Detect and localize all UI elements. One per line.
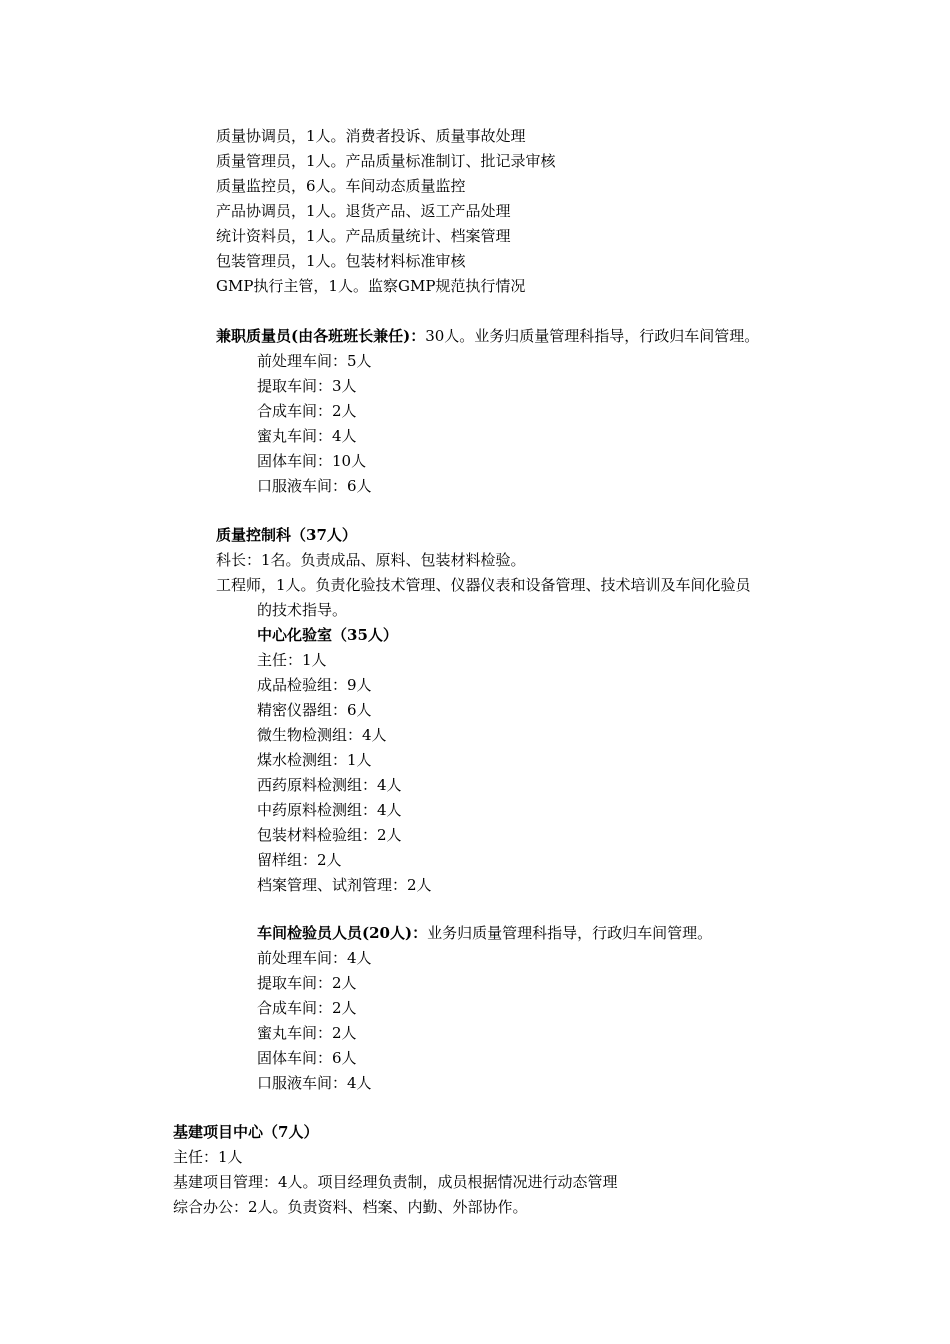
section-heading: 基建项目中心（7人） bbox=[173, 1123, 319, 1141]
inspectors-heading: 车间检验员人员(20人)： bbox=[257, 924, 428, 942]
text-line: 质量管理员，1人。产品质量标准制订、批记录审核 bbox=[216, 152, 556, 170]
list-item: 蜜丸车间：4人 bbox=[257, 427, 357, 445]
text-line: 科长：1名。负责成品、原料、包装材料检验。 bbox=[216, 551, 526, 569]
list-item: 档案管理、试剂管理：2人 bbox=[257, 876, 432, 894]
parttime-line bbox=[216, 326, 759, 346]
list-item: 煤水检测组：1人 bbox=[257, 751, 372, 769]
parttime-text: 30人。业务归质量管理科指导，行政归车间管理。 bbox=[425, 327, 760, 345]
inspectors-text: 业务归质量管理科指导，行政归车间管理。 bbox=[427, 924, 713, 942]
list-item: 合成车间：2人 bbox=[257, 402, 357, 420]
text-line: 产品协调员，1人。退货产品、返工产品处理 bbox=[216, 202, 511, 220]
subsection-heading: 中心化验室（35人） bbox=[257, 626, 398, 644]
list-item: 提取车间：3人 bbox=[257, 377, 357, 395]
text-line: GMP执行主管，1人。监察GMP规范执行情况 bbox=[216, 277, 526, 295]
list-item: 固体车间：10人 bbox=[257, 452, 367, 470]
list-item: 前处理车间：4人 bbox=[257, 949, 372, 967]
text-line: 的技术指导。 bbox=[257, 601, 348, 619]
list-item: 精密仪器组：6人 bbox=[257, 701, 372, 719]
list-item: 中药原料检测组：4人 bbox=[257, 801, 402, 819]
list-item: 主任：1人 bbox=[257, 651, 327, 669]
list-item: 包装材料检验组：2人 bbox=[257, 826, 402, 844]
parttime-heading: 兼职质量员(由各班班长兼任)： bbox=[216, 327, 426, 345]
section-heading: 质量控制科（37人） bbox=[216, 526, 357, 544]
list-item: 提取车间：2人 bbox=[257, 974, 357, 992]
list-item: 留样组：2人 bbox=[257, 851, 342, 869]
list-item: 微生物检测组：4人 bbox=[257, 726, 387, 744]
list-item: 口服液车间：6人 bbox=[257, 477, 372, 495]
text-line: 主任：1人 bbox=[173, 1148, 243, 1166]
list-item: 前处理车间：5人 bbox=[257, 352, 372, 370]
text-line: 质量监控员，6人。车间动态质量监控 bbox=[216, 177, 466, 195]
inspectors-line bbox=[257, 923, 712, 943]
list-item: 合成车间：2人 bbox=[257, 999, 357, 1017]
text-line: 质量协调员，1人。消费者投诉、质量事故处理 bbox=[216, 127, 526, 145]
text-line: 基建项目管理：4人。项目经理负责制，成员根据情况进行动态管理 bbox=[173, 1173, 618, 1191]
text-line: 包装管理员，1人。包装材料标准审核 bbox=[216, 252, 466, 270]
text-line: 工程师，1人。负责化验技术管理、仪器仪表和设备管理、技术培训及车间化验员 bbox=[216, 576, 751, 594]
list-item: 口服液车间：4人 bbox=[257, 1074, 372, 1092]
list-item: 成品检验组：9人 bbox=[257, 676, 372, 694]
text-line: 综合办公：2人。负责资料、档案、内勤、外部协作。 bbox=[173, 1198, 528, 1216]
text-line: 统计资料员，1人。产品质量统计、档案管理 bbox=[216, 227, 511, 245]
list-item: 西药原料检测组：4人 bbox=[257, 776, 402, 794]
list-item: 固体车间：6人 bbox=[257, 1049, 357, 1067]
list-item: 蜜丸车间：2人 bbox=[257, 1024, 357, 1042]
